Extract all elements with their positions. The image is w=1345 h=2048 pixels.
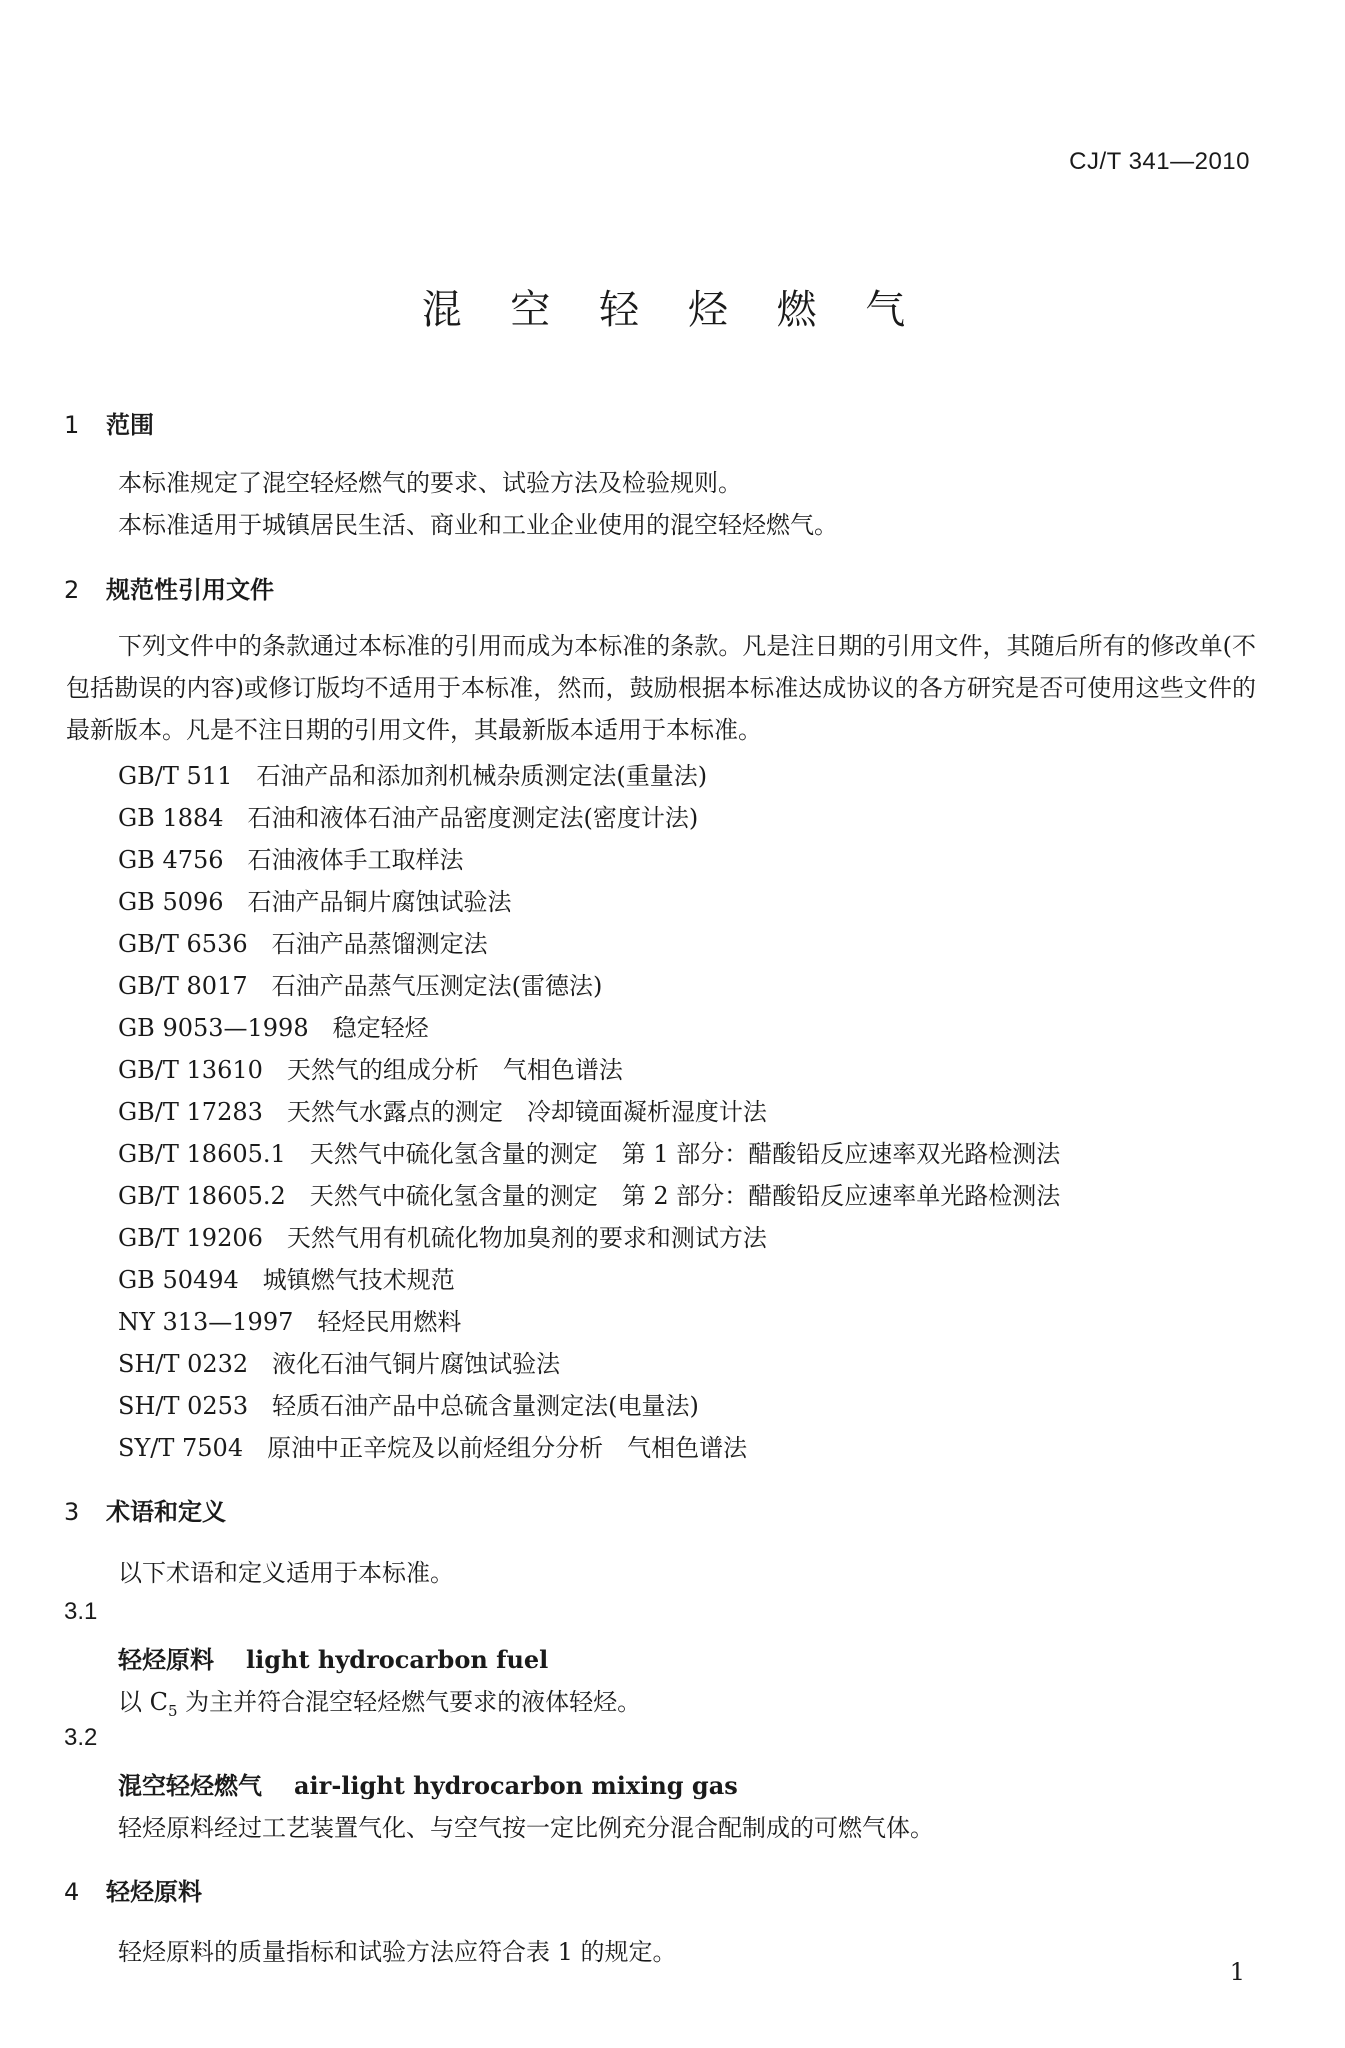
definition-text: 以 C <box>118 1688 168 1716</box>
reference-code: GB/T 19206 <box>118 1224 263 1252</box>
reference-title: 石油产品蒸气压测定法(雷德法) <box>271 972 603 1000</box>
term-definition: 轻烃原料经过工艺装置气化、与空气按一定比例充分混合配制成的可燃气体。 <box>118 1814 934 1842</box>
reference-title: 天然气中硫化氢含量的测定 第 1 部分：醋酸铅反应速率双光路检测法 <box>309 1140 1061 1168</box>
section-number: 4 <box>64 1878 80 1906</box>
reference-item <box>118 798 698 833</box>
reference-item <box>118 1134 1060 1169</box>
reference-item <box>118 1176 1060 1211</box>
section-title: 轻烃原料 <box>106 1878 202 1906</box>
reference-code: GB/T 17283 <box>118 1098 263 1126</box>
reference-title: 原油中正辛烷及以前烃组分分析 气相色谱法 <box>267 1434 748 1462</box>
reference-code: GB/T 13610 <box>118 1056 263 1084</box>
reference-title: 石油产品蒸馏测定法 <box>271 930 488 958</box>
reference-code: NY 313—1997 <box>118 1308 294 1336</box>
reference-code: GB/T 18605.2 <box>118 1182 286 1210</box>
section-2-heading <box>64 570 274 605</box>
reference-code: GB/T 511 <box>118 762 233 790</box>
reference-code: GB/T 18605.1 <box>118 1140 286 1168</box>
reference-item <box>118 1260 455 1295</box>
reference-item <box>118 1218 767 1253</box>
reference-title: 轻烃民用燃料 <box>317 1308 462 1336</box>
reference-title: 液化石油气铜片腐蚀试验法 <box>272 1350 561 1378</box>
reference-code: GB 5096 <box>118 888 224 916</box>
section-number: 3 <box>64 1498 80 1526</box>
reference-title: 石油产品铜片腐蚀试验法 <box>247 888 512 916</box>
reference-item <box>118 1386 699 1421</box>
reference-item <box>118 1008 429 1043</box>
reference-title: 石油液体手工取样法 <box>247 846 464 874</box>
clause-number: 3.2 <box>64 1724 98 1751</box>
section-2-intro: 下列文件中的条款通过本标准的引用而成为本标准的条款。凡是注日期的引用文件，其随后所有的修改单(不包括勘误的内容)或修订版均不适用于本标准，然而，鼓励根据本标准达成协议的各方研究是否可使用这些文件的最新版本。凡是不注日期的引用文件，其最新版本适用于本标准。 <box>66 632 1256 744</box>
reference-title: 天然气用有机硫化物加臭剂的要求和测试方法 <box>286 1224 767 1252</box>
term-definition <box>118 1682 641 1720</box>
section-4-heading <box>64 1872 202 1907</box>
term-chinese: 混空轻烃燃气 <box>118 1772 262 1800</box>
reference-item <box>118 840 464 875</box>
section-1-paragraph: 本标准规定了混空轻烃燃气的要求、试验方法及检验规则。 <box>118 469 742 497</box>
term-chinese: 轻烃原料 <box>118 1646 214 1674</box>
section-title: 术语和定义 <box>106 1498 226 1526</box>
reference-code: SY/T 7504 <box>118 1434 244 1462</box>
reference-title: 稳定轻烃 <box>332 1014 429 1042</box>
reference-item <box>118 756 707 791</box>
term-english: air-light hydrocarbon mixing gas <box>294 1771 738 1800</box>
reference-item <box>118 882 512 917</box>
reference-item <box>118 1302 461 1337</box>
term-heading <box>118 1766 738 1801</box>
term-english: light hydrocarbon fuel <box>246 1645 549 1674</box>
section-1-heading <box>64 405 154 440</box>
reference-code: GB 4756 <box>118 846 224 874</box>
reference-code: GB 9053—1998 <box>118 1014 309 1042</box>
document-title: 混 空 轻 烃 燃 气 <box>421 287 924 333</box>
reference-code: GB/T 8017 <box>118 972 248 1000</box>
reference-code: SH/T 0253 <box>118 1392 249 1420</box>
reference-title: 轻质石油产品中总硫含量测定法(电量法) <box>272 1392 699 1420</box>
section-title: 范围 <box>106 411 154 439</box>
reference-code: GB/T 6536 <box>118 930 248 958</box>
standard-code: CJ/T 341—2010 <box>1069 148 1250 175</box>
term-heading <box>118 1640 548 1675</box>
definition-text: 为主并符合混空轻烃燃气要求的液体轻烃。 <box>177 1688 642 1716</box>
clause-number: 3.1 <box>64 1598 98 1625</box>
reference-title: 天然气的组成分析 气相色谱法 <box>286 1056 623 1084</box>
reference-title: 天然气水露点的测定 冷却镜面凝析湿度计法 <box>286 1098 767 1126</box>
reference-item <box>118 966 602 1001</box>
section-3-intro: 以下术语和定义适用于本标准。 <box>118 1559 454 1587</box>
page-number: 1 <box>1229 1958 1245 1986</box>
reference-item <box>118 1344 560 1379</box>
reference-code: GB 50494 <box>118 1266 239 1294</box>
reference-item <box>118 1092 767 1127</box>
section-number: 2 <box>64 576 80 604</box>
reference-item <box>118 924 488 959</box>
section-number: 1 <box>64 411 80 439</box>
section-title: 规范性引用文件 <box>106 576 274 604</box>
reference-title: 石油产品和添加剂机械杂质测定法(重量法) <box>256 762 708 790</box>
reference-code: GB 1884 <box>118 804 224 832</box>
reference-title: 城镇燃气技术规范 <box>262 1266 455 1294</box>
section-4-paragraph: 轻烃原料的质量指标和试验方法应符合表 1 的规定。 <box>118 1938 677 1966</box>
section-1-paragraph: 本标准适用于城镇居民生活、商业和工业企业使用的混空轻烃燃气。 <box>118 511 838 539</box>
reference-code: SH/T 0232 <box>118 1350 249 1378</box>
reference-item <box>118 1428 747 1463</box>
section-3-heading <box>64 1492 226 1527</box>
subscript: 5 <box>168 1701 178 1720</box>
reference-item <box>118 1050 623 1085</box>
reference-title: 天然气中硫化氢含量的测定 第 2 部分：醋酸铅反应速率单光路检测法 <box>309 1182 1061 1210</box>
reference-title: 石油和液体石油产品密度测定法(密度计法) <box>247 804 699 832</box>
